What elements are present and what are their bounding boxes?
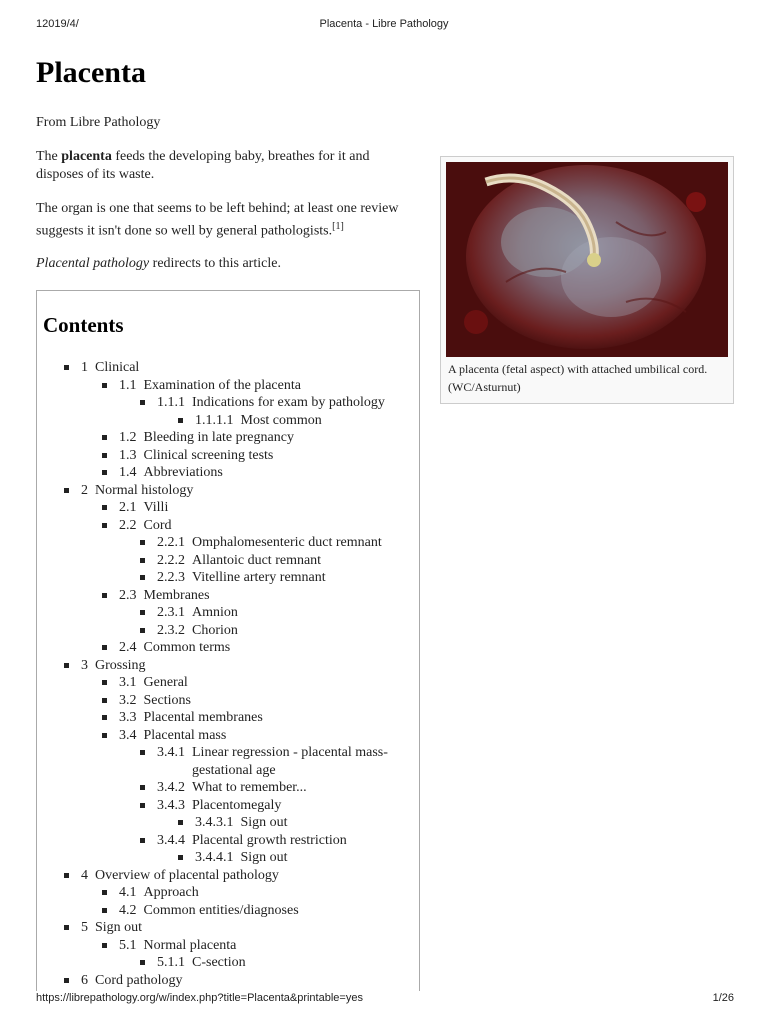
bullet-icon bbox=[140, 838, 145, 843]
toc-entry-number: 5.1.1 bbox=[157, 955, 185, 970]
toc-entry-number: 6 bbox=[81, 972, 88, 988]
toc-entry[interactable] bbox=[37, 394, 419, 412]
toc-entry[interactable] bbox=[37, 972, 419, 990]
bullet-icon bbox=[140, 785, 145, 790]
bullet-icon bbox=[140, 558, 145, 563]
bullet-icon bbox=[64, 873, 69, 878]
toc-entry-number: 1.1 bbox=[119, 377, 137, 393]
toc-entry[interactable] bbox=[37, 657, 419, 675]
toc-entry-label: Allantoic duct remnant bbox=[192, 552, 322, 568]
toc-entry[interactable] bbox=[37, 814, 419, 832]
toc-entry[interactable] bbox=[37, 832, 419, 850]
bullet-icon bbox=[102, 698, 107, 703]
toc-entry[interactable] bbox=[37, 464, 419, 482]
toc-entry-number: 1.3 bbox=[119, 447, 137, 463]
bullet-icon bbox=[102, 715, 107, 720]
bullet-icon bbox=[102, 453, 107, 458]
toc-entry-label: Most common bbox=[240, 412, 322, 428]
toc-entry[interactable] bbox=[37, 429, 419, 447]
toc-entry-number: 4 bbox=[81, 867, 88, 883]
toc-entry-number: 2.2.3 bbox=[157, 570, 185, 585]
bullet-icon bbox=[178, 855, 183, 860]
toc-entry[interactable] bbox=[37, 604, 419, 622]
toc-entry-label: Cord bbox=[143, 517, 172, 533]
toc-entry-label: Normal placenta bbox=[143, 937, 237, 953]
toc-entry-number: 5 bbox=[81, 920, 88, 935]
toc-entry-label: Placental growth restriction bbox=[192, 832, 347, 848]
toc-entry[interactable] bbox=[37, 954, 419, 972]
bullet-icon bbox=[64, 978, 69, 983]
toc-entry[interactable] bbox=[37, 622, 419, 640]
toc-entry-number: 2.2 bbox=[119, 517, 137, 533]
toc-entry[interactable] bbox=[37, 797, 419, 815]
toc-entry[interactable] bbox=[37, 482, 419, 500]
toc-entry-number: 3.4 bbox=[119, 727, 137, 743]
toc-entry[interactable] bbox=[37, 867, 419, 885]
toc-entry-label: General bbox=[143, 675, 188, 690]
toc-entry-number: 1.1.1.1 bbox=[195, 412, 234, 428]
toc-entry[interactable] bbox=[37, 919, 419, 937]
toc-entry-label: Normal histology bbox=[95, 482, 194, 498]
bullet-icon bbox=[140, 750, 145, 755]
toc-entry[interactable] bbox=[37, 744, 419, 779]
bullet-icon bbox=[140, 960, 145, 965]
bullet-icon bbox=[140, 628, 145, 633]
toc-entry-number: 3.3 bbox=[119, 710, 137, 725]
toc-entry[interactable] bbox=[37, 674, 419, 692]
toc-entry-number: 5.1 bbox=[119, 937, 137, 953]
toc-entry[interactable] bbox=[37, 884, 419, 902]
toc-entry[interactable] bbox=[37, 639, 419, 657]
toc-entry-number: 4.2 bbox=[119, 902, 137, 918]
bullet-icon bbox=[140, 400, 145, 405]
reference-link[interactable]: [1] bbox=[332, 221, 344, 232]
toc-entry-label: Sign out bbox=[240, 815, 288, 830]
toc-entry-number: 3.4.4.1 bbox=[195, 850, 234, 865]
toc-entry-number: 3.4.4 bbox=[157, 832, 185, 848]
toc-entry-number: 4.1 bbox=[119, 885, 137, 900]
toc-entry-label: Membranes bbox=[143, 587, 210, 603]
placenta-photo[interactable] bbox=[446, 162, 728, 357]
toc-entry-number: 2.3.1 bbox=[157, 605, 185, 620]
toc-entry-label: Common terms bbox=[143, 640, 231, 655]
review-paragraph: The organ is one that seems to be left behind; at least one review suggests it isn't done so well by general pathologists.[1] bbox=[36, 201, 399, 239]
toc-entry[interactable] bbox=[37, 937, 419, 955]
bullet-icon bbox=[102, 470, 107, 475]
toc-entry[interactable] bbox=[37, 517, 419, 535]
toc-entry[interactable] bbox=[37, 412, 419, 430]
toc-entry-label: Placental mass bbox=[143, 727, 227, 743]
toc-entry-number: 2.3 bbox=[119, 587, 137, 603]
bullet-icon bbox=[102, 733, 107, 738]
table-of-contents bbox=[36, 290, 420, 991]
toc-entry-label: Common entities/diagnoses bbox=[143, 902, 299, 918]
toc-entry[interactable] bbox=[37, 499, 419, 517]
bullet-icon bbox=[140, 803, 145, 808]
toc-entry-number: 3.4.3 bbox=[157, 797, 185, 813]
bullet-icon bbox=[102, 523, 107, 528]
toc-entry[interactable] bbox=[37, 709, 419, 727]
toc-entry-label: Approach bbox=[143, 885, 199, 900]
bullet-icon bbox=[178, 418, 183, 423]
bullet-icon bbox=[64, 663, 69, 668]
page-title: Placenta bbox=[36, 56, 146, 89]
toc-entry-number: 2 bbox=[81, 482, 88, 498]
toc-entry-label: Indications for exam by pathology bbox=[192, 395, 385, 410]
toc-entry-label: Omphalomesenteric duct remnant bbox=[192, 535, 382, 550]
toc-entry-number: 1.4 bbox=[119, 465, 137, 480]
toc-list bbox=[37, 359, 419, 989]
toc-entry[interactable] bbox=[37, 569, 419, 587]
toc-entry-label: What to remember... bbox=[192, 780, 307, 795]
image-caption: A placenta (fetal aspect) with attached umbilical cord. (WC/Asturnut) bbox=[448, 362, 708, 394]
print-header-title: Placenta - Libre Pathology bbox=[319, 18, 449, 30]
toc-entry-number: 3.2 bbox=[119, 692, 137, 708]
toc-entry-label: Cord pathology bbox=[95, 972, 183, 988]
toc-entry-label: Clinical bbox=[95, 360, 140, 375]
toc-entry-label: Clinical screening tests bbox=[143, 447, 274, 463]
redirect-note: Placental pathology redirects to this article. bbox=[36, 256, 281, 271]
toc-entry-label: Examination of the placenta bbox=[143, 377, 301, 393]
toc-entry-label: Linear regression - placental mass-gestational age bbox=[192, 745, 388, 778]
toc-entry-label: Overview of placental pathology bbox=[95, 867, 279, 883]
print-footer-url: https://librepathology.org/w/index.php?title=Placenta&printable=yes bbox=[36, 992, 363, 1004]
toc-title: Contents bbox=[43, 313, 124, 337]
bullet-icon bbox=[140, 540, 145, 545]
toc-entry-label: Grossing bbox=[95, 657, 146, 673]
toc-entry[interactable] bbox=[37, 849, 419, 867]
toc-entry-number: 3.4.1 bbox=[157, 745, 185, 760]
toc-entry[interactable] bbox=[37, 902, 419, 920]
toc-entry-label: Sections bbox=[143, 692, 191, 708]
bullet-icon bbox=[102, 890, 107, 895]
toc-entry-number: 3.4.2 bbox=[157, 780, 185, 795]
source-line: From Libre Pathology bbox=[36, 115, 161, 130]
toc-entry[interactable] bbox=[37, 727, 419, 745]
toc-entry-number: 2.4 bbox=[119, 640, 137, 655]
toc-entry-number: 2.2.1 bbox=[157, 535, 185, 550]
bullet-icon bbox=[102, 645, 107, 650]
toc-entry-label: Vitelline artery remnant bbox=[192, 570, 326, 585]
toc-entry-number: 1 bbox=[81, 360, 88, 375]
bullet-icon bbox=[102, 680, 107, 685]
toc-entry-number: 3.1 bbox=[119, 675, 137, 690]
bullet-icon bbox=[140, 575, 145, 580]
toc-entry[interactable] bbox=[37, 587, 419, 605]
intro-paragraph: The placenta feeds the developing baby, breathes for it and disposes of its waste. bbox=[36, 149, 370, 182]
toc-entry-number: 2.1 bbox=[119, 500, 137, 515]
bullet-icon bbox=[102, 593, 107, 598]
toc-entry-label: Chorion bbox=[192, 622, 238, 638]
toc-entry-label: C-section bbox=[192, 955, 246, 970]
bullet-icon bbox=[102, 435, 107, 440]
bullet-icon bbox=[140, 610, 145, 615]
toc-entry[interactable] bbox=[37, 779, 419, 797]
bullet-icon bbox=[102, 943, 107, 948]
toc-entry-number: 1.1.1 bbox=[157, 395, 185, 410]
bullet-icon bbox=[178, 820, 183, 825]
print-footer-page-number: 1/26 bbox=[712, 992, 734, 1004]
toc-entry[interactable] bbox=[37, 552, 419, 570]
toc-entry-label: Abbreviations bbox=[143, 465, 223, 480]
bullet-icon bbox=[64, 925, 69, 930]
toc-entry-number: 3.4.3.1 bbox=[195, 815, 234, 830]
image-thumbnail bbox=[440, 156, 734, 404]
toc-entry[interactable] bbox=[37, 692, 419, 710]
toc-entry[interactable] bbox=[37, 377, 419, 395]
bullet-icon bbox=[64, 488, 69, 493]
bullet-icon bbox=[102, 505, 107, 510]
toc-entry[interactable] bbox=[37, 447, 419, 465]
toc-entry-number: 2.2.2 bbox=[157, 552, 185, 568]
bullet-icon bbox=[64, 365, 69, 370]
toc-entry-label: Amnion bbox=[192, 605, 238, 620]
toc-entry-label: Sign out bbox=[95, 920, 143, 935]
bullet-icon bbox=[102, 908, 107, 913]
toc-entry[interactable] bbox=[37, 534, 419, 552]
toc-entry-number: 2.3.2 bbox=[157, 622, 185, 638]
toc-entry-number: 3 bbox=[81, 657, 88, 673]
toc-entry[interactable] bbox=[37, 359, 419, 377]
toc-entry-label: Villi bbox=[143, 500, 169, 515]
toc-entry-number: 1.2 bbox=[119, 430, 137, 445]
toc-entry-label: Sign out bbox=[240, 850, 288, 865]
toc-entry-label: Bleeding in late pregnancy bbox=[143, 430, 294, 445]
toc-entry-label: Placental membranes bbox=[143, 710, 263, 725]
print-header-date: 12019/4/ bbox=[36, 18, 79, 30]
bold-term: placenta bbox=[61, 149, 112, 164]
bullet-icon bbox=[102, 383, 107, 388]
toc-entry-label: Placentomegaly bbox=[192, 797, 282, 813]
